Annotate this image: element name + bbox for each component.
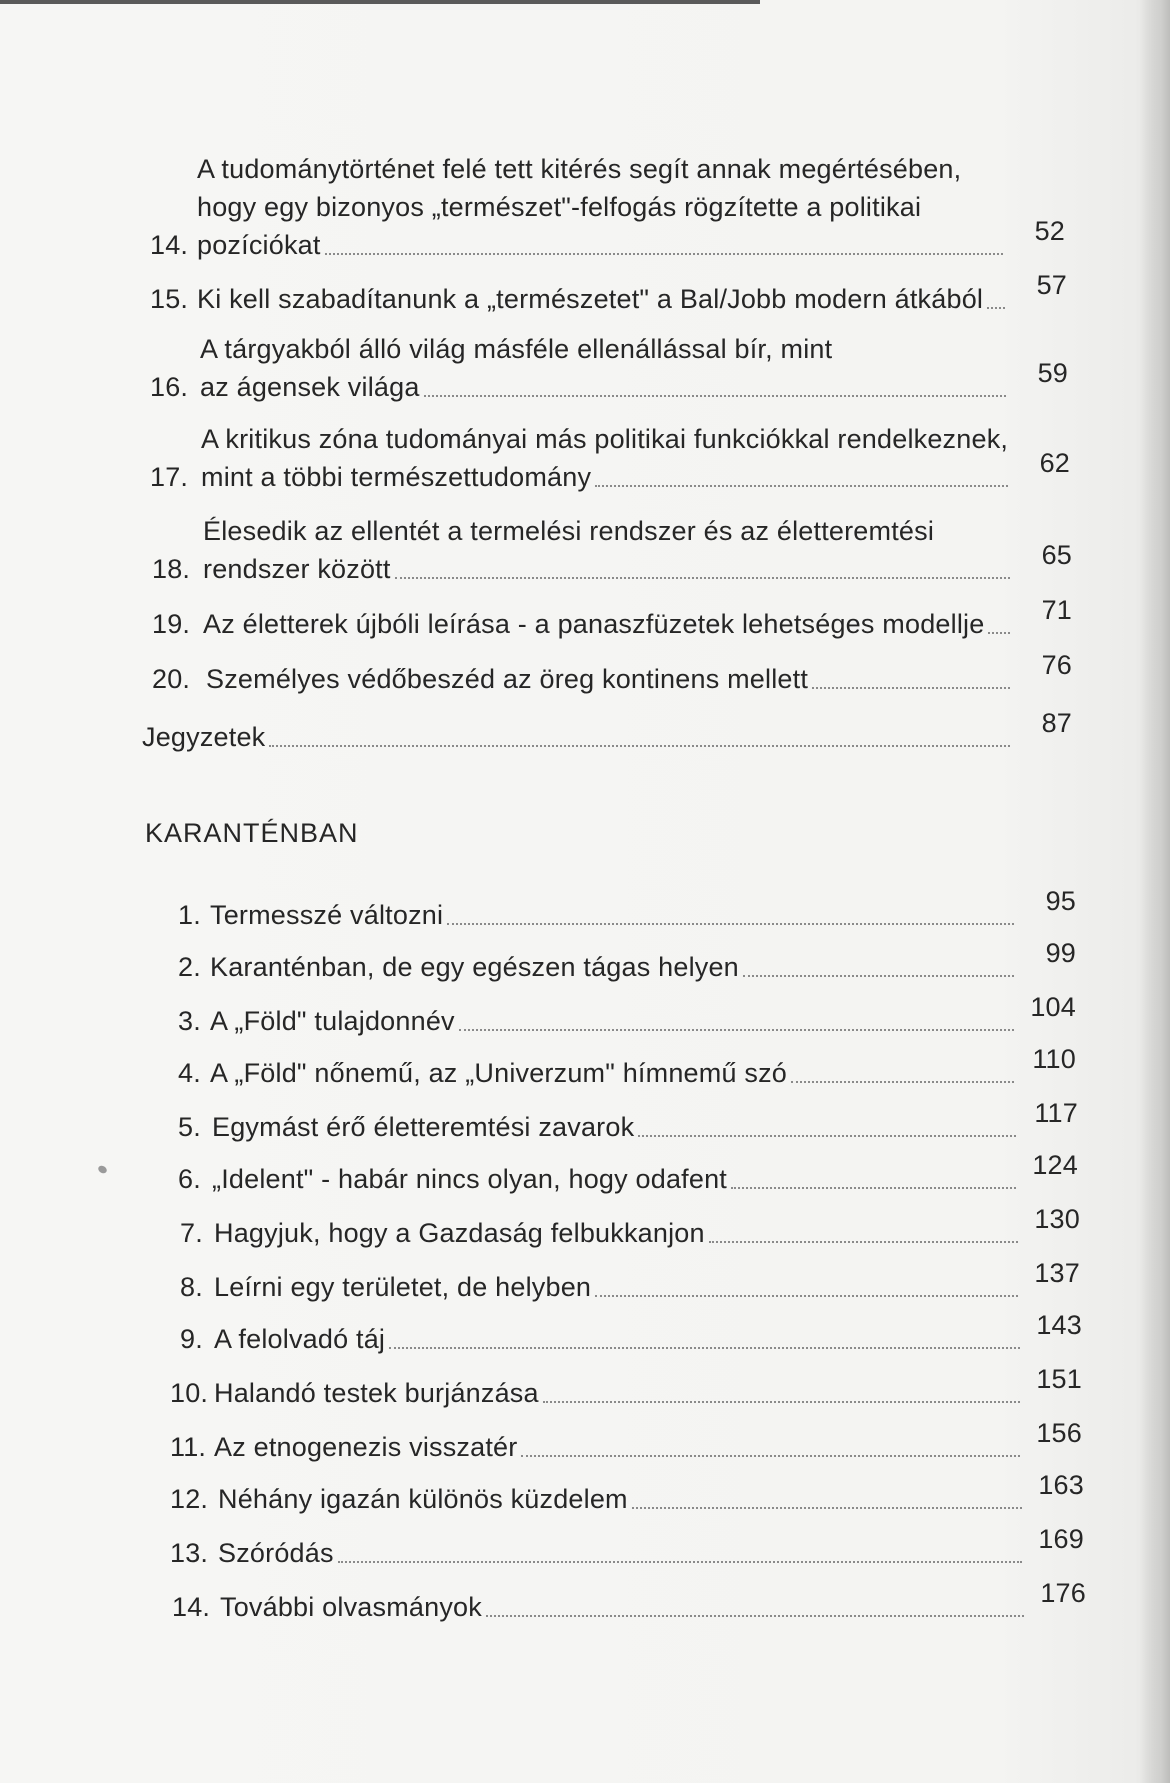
- toc-entry-title-line: rendszer között: [203, 554, 391, 584]
- toc-entry-page: 57: [1036, 270, 1067, 300]
- toc-entry-number: 11.: [170, 1432, 207, 1462]
- toc-entry-number: 8.: [180, 1272, 203, 1302]
- toc-entry[interactable]: [150, 270, 1067, 318]
- toc-entry-number: 7.: [180, 1218, 203, 1248]
- toc-entry[interactable]: [152, 650, 1072, 698]
- toc-entry-title-line: A kritikus zóna tudományai más politikai funkciókkal rendelkeznek,: [201, 424, 1009, 454]
- toc-entry-number: 5.: [178, 1112, 201, 1142]
- toc-entry-title: További olvasmányok: [220, 1592, 482, 1622]
- toc-entry[interactable]: [180, 1310, 1082, 1358]
- toc-entry-title: Hagyjuk, hogy a Gazdaság felbukkanjon: [214, 1218, 705, 1248]
- section-heading: KARANTÉNBAN: [145, 818, 359, 848]
- leader-dots: [325, 253, 1003, 255]
- toc-entry[interactable]: [170, 1418, 1082, 1466]
- toc-entry-page: 52: [1034, 216, 1065, 246]
- leader-dots: [424, 395, 1006, 397]
- leader-dots: [595, 1295, 1018, 1297]
- leader-dots: [269, 745, 1010, 747]
- toc-entry-title: A felolvadó táj: [214, 1324, 386, 1354]
- toc-entry-page: 110: [1032, 1044, 1076, 1074]
- leader-dots: [987, 307, 1005, 309]
- toc-entry[interactable]: [178, 1150, 1078, 1198]
- toc-entry[interactable]: [170, 1524, 1084, 1572]
- toc-entry-number: 14.: [150, 230, 189, 260]
- toc-entry-page: 99: [1045, 938, 1076, 968]
- toc-entry-page: 59: [1037, 358, 1068, 388]
- toc-entry[interactable]: [170, 1470, 1084, 1518]
- toc-entry-number: 10.: [170, 1378, 209, 1408]
- leader-dots: [389, 1347, 1020, 1349]
- toc-entry-number: 2.: [178, 952, 201, 982]
- page-edge-line: [0, 0, 760, 4]
- leader-dots: [595, 485, 1008, 487]
- toc-entry-title-line: A tárgyakból álló világ másféle ellenállással bír, mint: [200, 334, 833, 364]
- leader-dots: [709, 1241, 1018, 1243]
- leader-dots: [632, 1507, 1022, 1509]
- toc-entry-number: 18.: [152, 554, 191, 584]
- leader-dots: [791, 1081, 1014, 1083]
- toc-entry[interactable]: [178, 992, 1076, 1040]
- leader-dots: [521, 1455, 1020, 1457]
- toc-entry-title: „Idelent" - habár nincs olyan, hogy odafent: [212, 1164, 728, 1194]
- toc-entry[interactable]: [172, 1578, 1086, 1626]
- toc-entry-number: 3.: [178, 1006, 201, 1036]
- toc-entry-page: 156: [1036, 1418, 1082, 1448]
- toc-entry-page: 124: [1032, 1150, 1078, 1180]
- toc-entry-page: 143: [1036, 1310, 1082, 1340]
- page-gutter-shadow: [1140, 0, 1170, 1783]
- toc-entry-page: 130: [1034, 1204, 1080, 1234]
- toc-entry-notes[interactable]: [142, 708, 1072, 756]
- toc-entry[interactable]: [150, 420, 1070, 496]
- toc-entry-number: 17.: [150, 462, 189, 492]
- leader-dots: [731, 1187, 1016, 1189]
- leader-dots: [395, 577, 1010, 579]
- toc-entry-title: Leírni egy területet, de helyben: [214, 1272, 592, 1302]
- toc-entry-number: 13.: [170, 1538, 209, 1568]
- toc-entry-title-line: mint a többi természettudomány: [201, 462, 592, 492]
- leader-dots: [988, 632, 1010, 634]
- toc-entry-title: Termesszé változni: [210, 900, 444, 930]
- toc-entry-page: 117: [1034, 1098, 1078, 1128]
- toc-entry-page: 163: [1038, 1470, 1084, 1500]
- toc-entry-title: Szóródás: [218, 1538, 334, 1568]
- toc-entry[interactable]: [150, 330, 1068, 406]
- toc-entry-page: 176: [1040, 1578, 1086, 1608]
- leader-dots: [543, 1401, 1020, 1403]
- leader-dots: [459, 1029, 1014, 1031]
- toc-entry-number: 12.: [170, 1484, 209, 1514]
- toc-entry[interactable]: [150, 150, 1065, 264]
- toc-entry-title-line: hogy egy bizonyos „természet"-felfogás rögzítette a politikai: [197, 192, 922, 222]
- toc-entry-page: 151: [1036, 1364, 1082, 1394]
- toc-entry[interactable]: [180, 1204, 1080, 1252]
- toc-entry[interactable]: [178, 938, 1076, 986]
- toc-entry-number: 19.: [152, 609, 191, 639]
- toc-entry-number: 16.: [150, 372, 189, 402]
- toc-entry-page: 95: [1045, 886, 1076, 916]
- toc-entry-page: 62: [1039, 448, 1070, 478]
- toc-entry[interactable]: [178, 1044, 1076, 1092]
- ink-speck: [97, 1164, 108, 1175]
- toc-entry-page: 76: [1041, 650, 1072, 680]
- toc-entry[interactable]: [178, 1098, 1078, 1146]
- leader-dots: [447, 923, 1014, 925]
- leader-dots: [486, 1615, 1024, 1617]
- toc-entry-title-line: Az életterek újbóli leírása - a panaszfüzetek lehetséges modellje: [203, 609, 985, 639]
- toc-entry-number: 14.: [172, 1592, 211, 1622]
- notes-label: Jegyzetek: [142, 722, 266, 752]
- toc-entry[interactable]: [170, 1364, 1082, 1412]
- toc-entry-title: A „Föld" tulajdonnév: [210, 1006, 455, 1036]
- toc-entry-page: 137: [1034, 1258, 1080, 1288]
- toc-entry-title: Egymást érő életteremtési zavarok: [212, 1112, 635, 1142]
- toc-entry-title-line: pozíciókat: [197, 230, 321, 260]
- toc-entry[interactable]: [152, 595, 1072, 643]
- toc-entry[interactable]: [178, 886, 1076, 934]
- toc-entry-number: 6.: [178, 1164, 201, 1194]
- leader-dots: [812, 687, 1010, 689]
- toc-entry-title-line: A tudománytörténet felé tett kitérés segít annak megértésében,: [197, 154, 962, 184]
- toc-entry-title: Halandó testek burjánzása: [214, 1378, 539, 1408]
- toc-entry-title: Az etnogenezis visszatér: [214, 1432, 518, 1462]
- toc-entry-title: A „Föld" nőnemű, az „Univerzum" hímnemű szó: [210, 1058, 787, 1088]
- toc-entry-page: 169: [1038, 1524, 1084, 1554]
- toc-entry-number: 9.: [180, 1324, 203, 1354]
- toc-entry-number: 1.: [178, 900, 201, 930]
- toc-entry-title-line: Élesedik az ellentét a termelési rendszer és az életteremtési: [203, 516, 935, 546]
- toc-entry-number: 20.: [152, 664, 191, 694]
- toc-entry-page: 87: [1041, 708, 1072, 738]
- toc-entry[interactable]: [180, 1258, 1080, 1306]
- toc-entry-page: 104: [1030, 992, 1076, 1022]
- toc-entry-number: 4.: [178, 1058, 201, 1088]
- toc-entry-title: Karanténban, de egy egészen tágas helyen: [210, 952, 739, 982]
- toc-entry-title-line: Személyes védőbeszéd az öreg kontinens mellett: [206, 664, 809, 694]
- leader-dots: [743, 975, 1014, 977]
- toc-entry-title: Néhány igazán különös küzdelem: [218, 1484, 628, 1514]
- toc-entry-title-line: az ágensek világa: [200, 372, 420, 402]
- leader-dots: [638, 1135, 1016, 1137]
- toc-entry[interactable]: [152, 512, 1072, 588]
- toc-entry-page: 65: [1041, 540, 1072, 570]
- leader-dots: [338, 1561, 1022, 1563]
- toc-entry-page: 71: [1041, 595, 1072, 625]
- toc-entry-number: 15.: [150, 284, 189, 314]
- toc-entry-title-line: Ki kell szabadítanunk a „természetet" a Bal/Jobb modern átkából: [197, 284, 984, 314]
